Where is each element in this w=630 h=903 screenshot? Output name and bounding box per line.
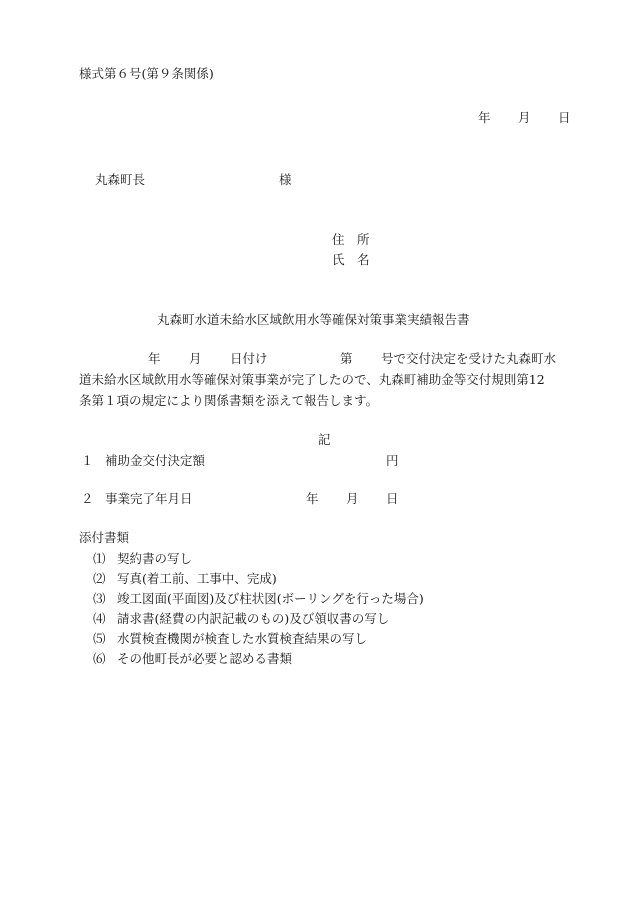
item-2-month: 月: [346, 491, 359, 506]
attachment-number: ⑶: [93, 591, 106, 606]
date-month-label: 月: [518, 110, 531, 125]
attachment-number: ⑵: [93, 571, 106, 586]
attachment-item: [93, 613, 389, 626]
attachment-text: 請求書(経費の内訳記載のもの)及び領収書の写し: [117, 611, 390, 626]
item-2-day: 日: [386, 491, 399, 506]
body-line2: 道未給水区域飲用水等確保対策事業が完了したので、丸森町補助金等交付規則第12: [79, 372, 545, 387]
item-2-number: ２: [81, 491, 94, 506]
attachment-text: その他町長が必要と認める書類: [117, 651, 293, 666]
document-title: 丸森町水道未給水区域飲用水等確保対策事業実績報告書: [157, 312, 470, 327]
item-2-label: 事業完了年月日: [105, 491, 193, 506]
form-number-label: 様式第６号(第９条関係): [79, 66, 214, 81]
item-2-year: 年: [306, 491, 319, 506]
item-1-unit: 円: [386, 453, 399, 468]
attachment-item: [93, 593, 424, 606]
attachment-text: 契約書の写し: [117, 551, 193, 566]
attachment-item: [93, 653, 292, 666]
attachment-number: ⑷: [93, 611, 106, 626]
body-dai: 第: [340, 351, 353, 366]
item-1-label: 補助金交付決定額: [105, 453, 206, 468]
attachment-text: 写真(着工前、工事中、完成): [117, 571, 277, 586]
date-year-label: 年: [478, 110, 491, 125]
attachment-item: [93, 573, 277, 586]
attachment-item: [93, 633, 367, 646]
attachment-item: [93, 553, 192, 566]
addressee-name: 丸森町長: [95, 172, 146, 187]
body-line1-rest: 号で交付決定を受けた丸森町水: [381, 351, 557, 366]
attachment-text: 竣工図面(平面図)及び柱状図(ボーリングを行った場合): [117, 591, 424, 606]
body-year: 年: [148, 351, 161, 366]
attachment-number: ⑴: [93, 551, 106, 566]
attachment-number: ⑸: [93, 631, 106, 646]
body-month: 月: [189, 351, 202, 366]
body-line3: 条第１項の規定により関係書類を添えて報告します。: [79, 393, 379, 408]
attachment-text: 水質検査機関が検査した水質検査結果の写し: [117, 631, 368, 646]
applicant-address-label: 住 所: [332, 232, 370, 247]
body-day: 日付け: [230, 351, 268, 366]
addressee-honorific: 様: [279, 172, 292, 187]
attachments-heading: 添付書類: [79, 530, 130, 545]
applicant-name-label: 氏 名: [332, 252, 370, 267]
item-1-number: １: [81, 453, 94, 468]
attachment-number: ⑹: [93, 651, 106, 666]
date-day-label: 日: [558, 110, 571, 125]
ki-heading: 記: [318, 432, 331, 447]
